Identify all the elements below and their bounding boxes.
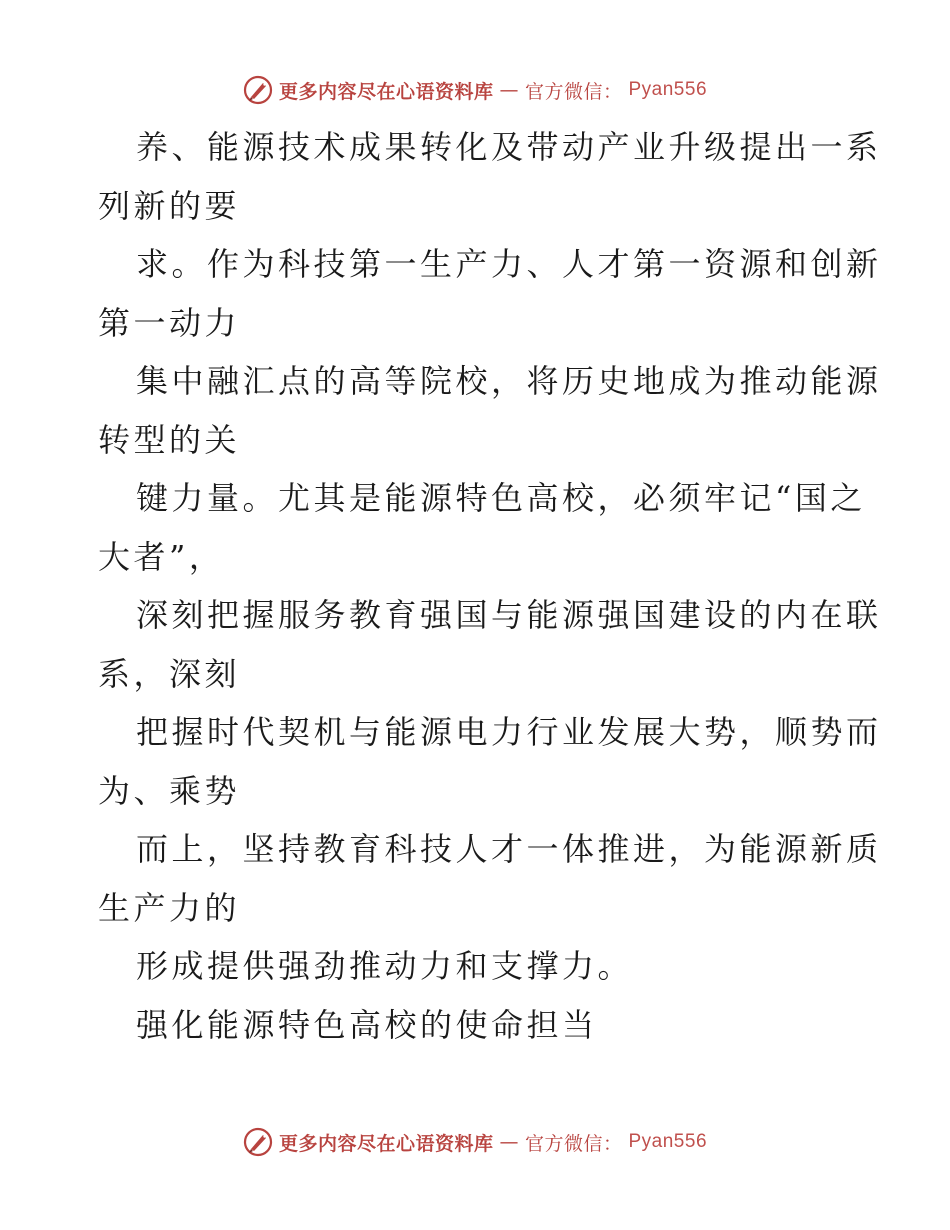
text-line: 形成提供强劲推动力和支撑力。 (136, 947, 634, 985)
banner-wechat-label: 官方微信： (524, 80, 623, 103)
text-line: 第一动力 (98, 303, 241, 342)
banner-wechat-id: Pyan556 (628, 79, 708, 100)
banner-brand-text: 更多内容尽在心语资料库 (278, 80, 494, 103)
text-line: 为、乘势 (98, 771, 241, 810)
text-line: 键力量。尤其是能源特色高校，必须牢记“国之 (136, 479, 866, 517)
banner-wechat-label: 官方微信： (524, 1132, 623, 1155)
text-line: 而上，坚持教育科技人才一体推进，为能源新质 (136, 830, 882, 868)
text-line: 系，深刻 (98, 654, 241, 693)
footer-watermark-banner (0, 1124, 950, 1160)
header-watermark-banner (0, 72, 950, 108)
banner-dash: — (499, 1131, 519, 1153)
text-line: 把握时代契机与能源电力行业发展大势，顺势而 (136, 713, 882, 751)
text-line: 求。作为科技第一生产力、人才第一资源和创新 (136, 245, 882, 283)
text-line: 转型的关 (98, 420, 241, 459)
text-line: 大者”， (98, 537, 225, 576)
banner-dash: — (499, 79, 519, 101)
text-line: 列新的要 (98, 186, 241, 225)
quill-pen-logo-icon (243, 1127, 273, 1157)
text-line: 养、能源技术成果转化及带动产业升级提出一系 (136, 128, 882, 166)
banner-wechat-id: Pyan556 (628, 1131, 708, 1152)
quill-pen-logo-icon (243, 75, 273, 105)
text-line: 生产力的 (98, 888, 241, 927)
section-heading: 强化能源特色高校的使命担当 (136, 1005, 598, 1044)
banner-brand-text: 更多内容尽在心语资料库 (278, 1132, 494, 1155)
text-line: 深刻把握服务教育强国与能源强国建设的内在联 (136, 596, 882, 634)
document-body (98, 118, 882, 1054)
text-line: 集中融汇点的高等院校，将历史地成为推动能源 (136, 362, 882, 400)
